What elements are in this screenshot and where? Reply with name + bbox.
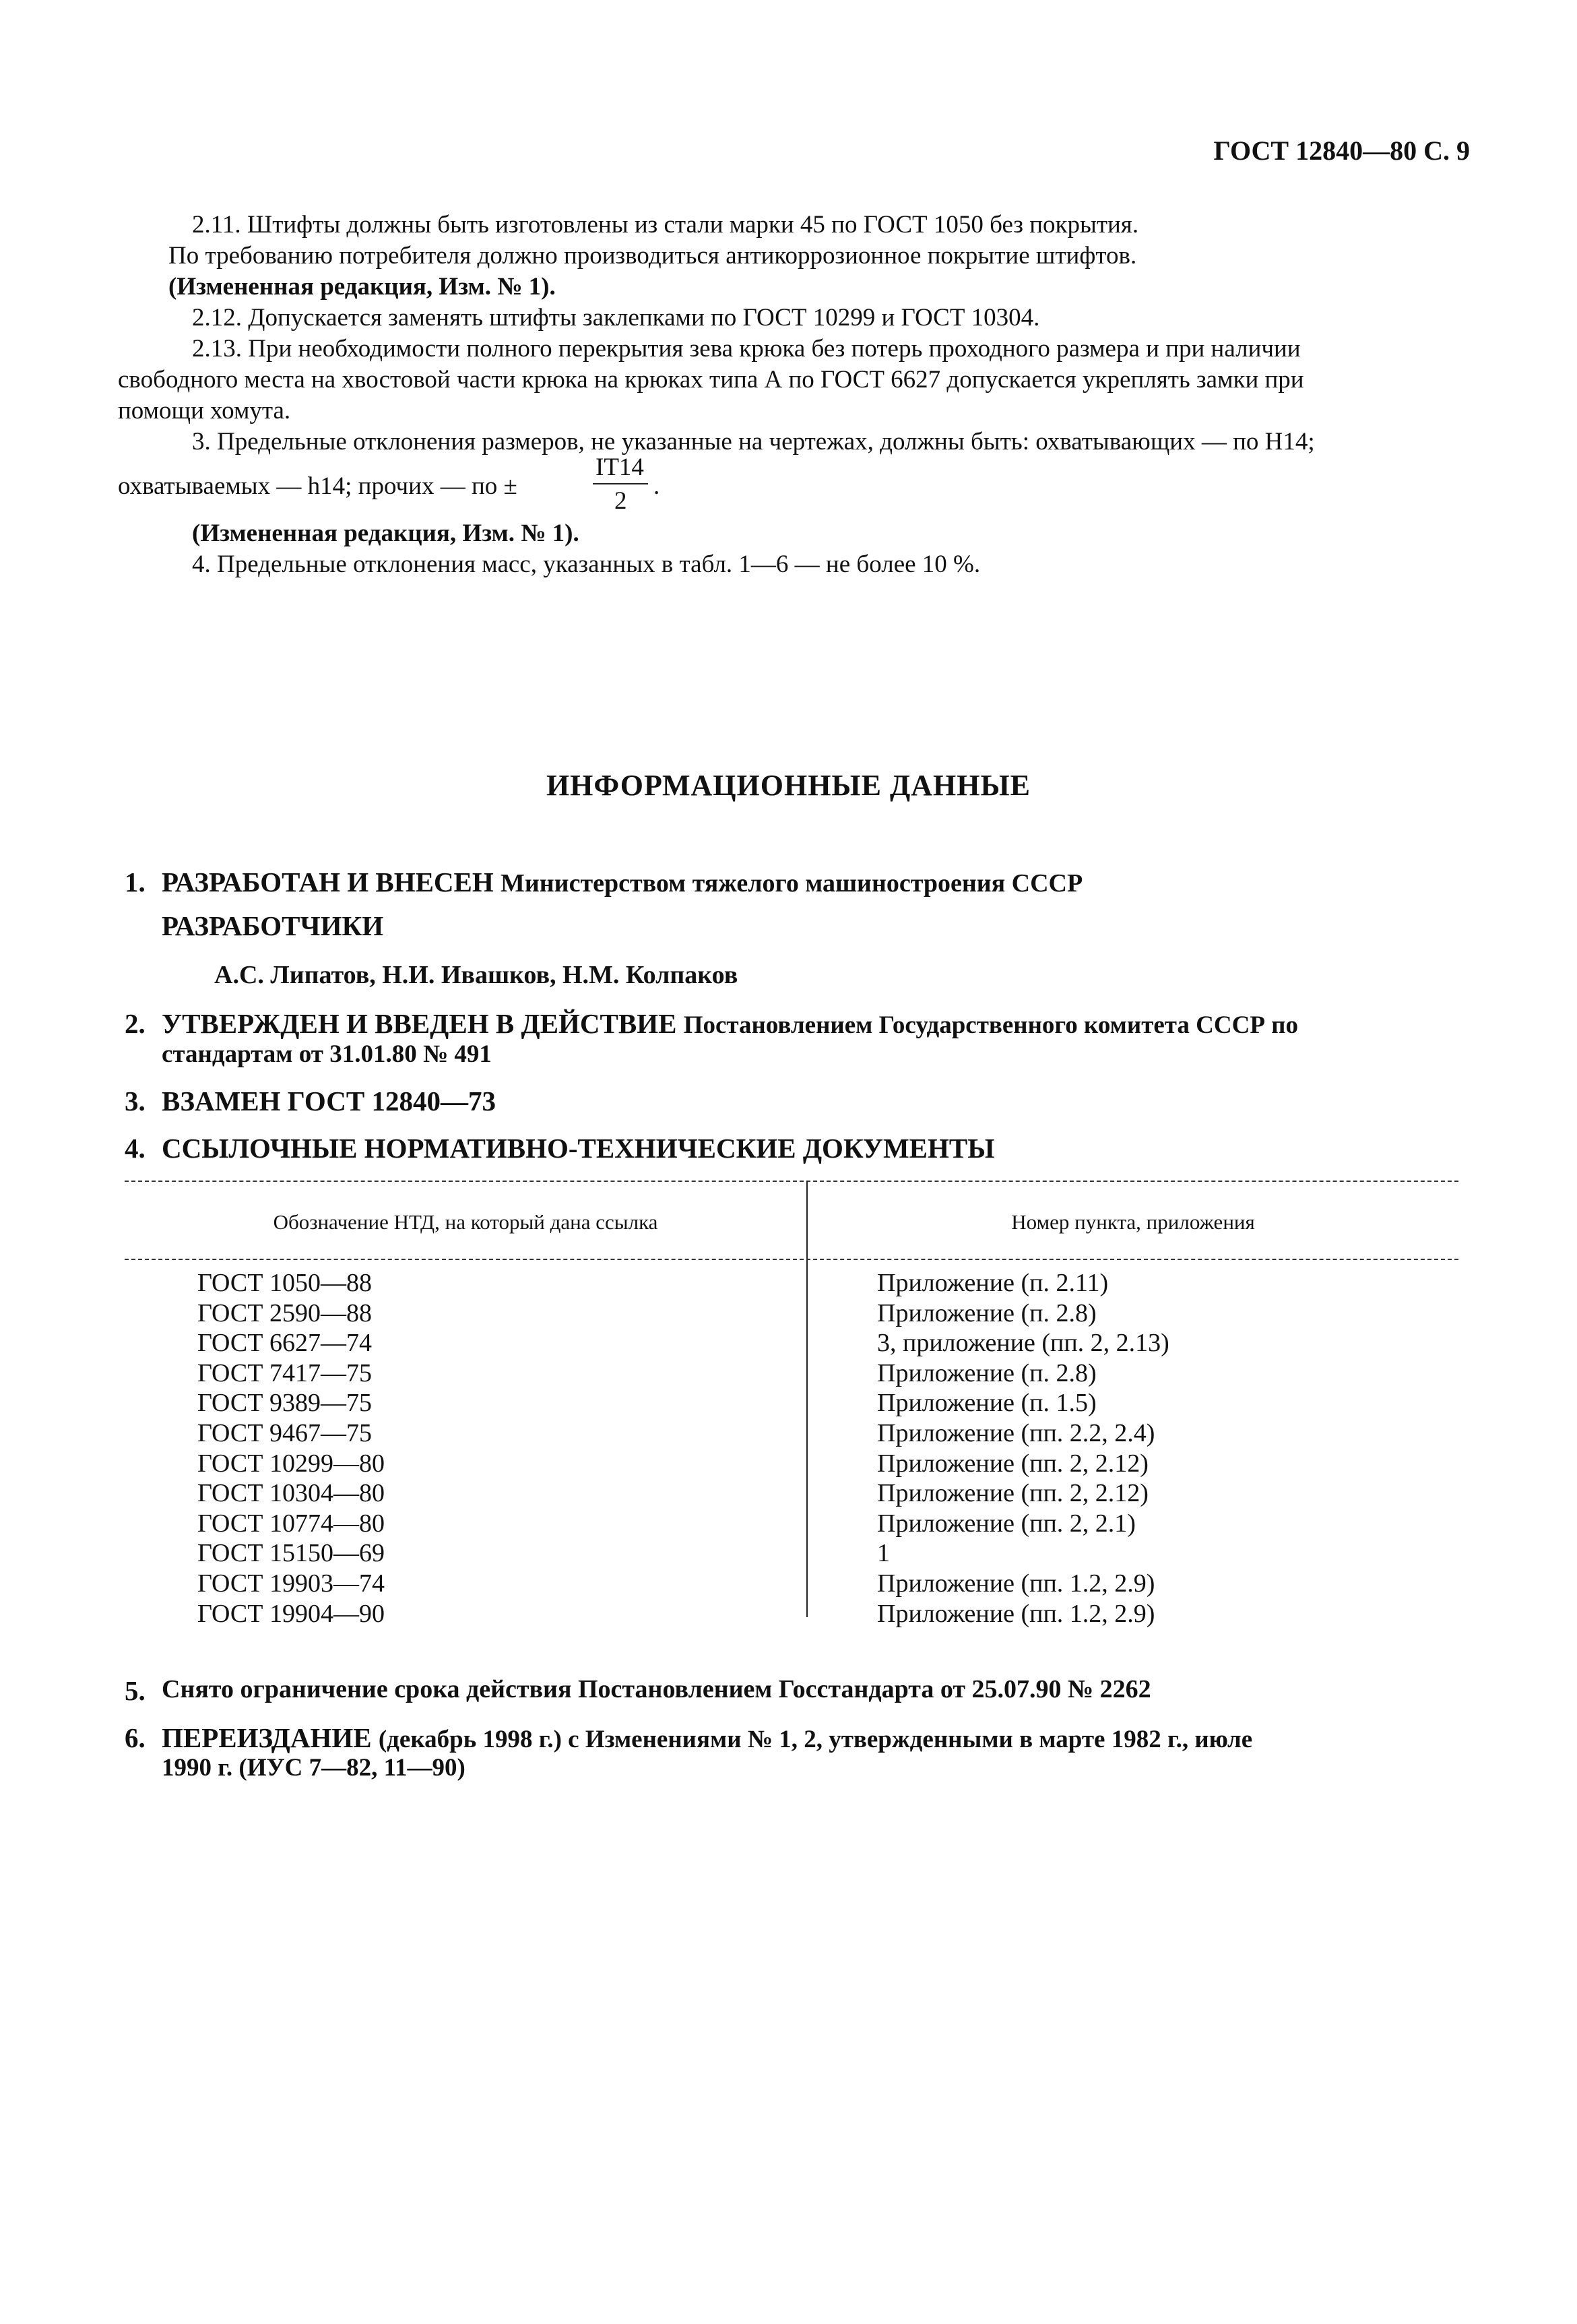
item-6-text: (декабрь 1998 г.) с Изменениями № 1, 2, утвержденными в марте 1982 г., июле [378,1726,1253,1753]
table-cell: ГОСТ 10299—80 [197,1449,385,1478]
fraction-denominator: 2 [614,487,627,515]
table-cell: Приложение (пп. 2, 2.12) [877,1479,1149,1508]
item-4-text: ССЫЛОЧНЫЕ НОРМАТИВНО-ТЕХНИЧЕСКИЕ ДОКУМЕНТЫ [162,1133,995,1164]
table-cell: Приложение (п. 2.8) [877,1358,1097,1387]
table-cell: ГОСТ 6627—74 [197,1329,372,1358]
table-header-rule [125,1259,1458,1260]
table-cell: 1 [877,1539,890,1568]
item-1-lead-text: РАЗРАБОТАН И ВНЕСЕН [162,867,494,898]
paragraph-2-13-end: помощи хомута. [118,397,291,425]
paragraph-4: 4. Предельные отклонения масс, указанных в табл. 1—6 — не более 10 %. [192,551,981,578]
item-number: 2. [125,1008,146,1039]
item-6-lead-text: ПЕРЕИЗДАНИЕ [162,1722,372,1753]
item-2-lead-text: УТВЕРЖДЕН И ВВЕДЕН В ДЕЙСТВИЕ [162,1008,677,1039]
item-2-lead [162,1007,1298,1040]
item-1-lead [162,866,1083,898]
paragraph-3: 3. Предельные отклонения размеров, не указанные на чертежах, должны быть: охватывающих — по Н14; [192,428,1315,456]
table-cell: Приложение (пп. 2, 2.1) [877,1509,1136,1538]
item-number: 4. [125,1133,146,1164]
paragraph-2-11: 2.11. Штифты должны быть изготовлены из стали марки 45 по ГОСТ 1050 без покрытия. [192,211,1139,239]
table-top-rule [125,1181,1458,1182]
table-column-divider [806,1181,808,1617]
paragraph-3-cont: охватываемых — h14; прочих — по ± [118,472,517,500]
paragraph-2-13: 2.13. При необходимости полного перекрытия зева крюка без потерь проходного размера и при наличии [192,335,1301,363]
developers-label: РАЗРАБОТЧИКИ [162,910,384,941]
item-number: 1. [125,867,146,898]
table-cell: ГОСТ 19903—74 [197,1569,385,1598]
developers-list: А.С. Липатов, Н.И. Ивашков, Н.М. Колпаков [214,961,738,989]
item-number: 5. [125,1675,146,1706]
item-2-text-cont: стандартам от 31.01.80 № 491 [162,1040,492,1068]
table-cell: ГОСТ 15150—69 [197,1539,385,1568]
table-cell: ГОСТ 10774—80 [197,1509,385,1538]
table-cell: Приложение (пп. 2.2, 2.4) [877,1418,1155,1447]
item-1-text: Министерством тяжелого машиностроения СССР [501,869,1083,898]
table-col-references [877,1268,1169,1629]
item-number: 6. [125,1722,146,1753]
table-cell: ГОСТ 9467—75 [197,1418,372,1447]
item-5-text: Снято ограничение срока действия Постановлением Госстандарта от 25.07.90 № 2262 [162,1675,1151,1703]
paragraph-2-12: 2.12. Допускается заменять штифты заклепками по ГОСТ 10299 и ГОСТ 10304. [192,304,1040,332]
item-number: 3. [125,1086,146,1117]
page-header: ГОСТ 12840—80 С. 9 [1213,135,1470,166]
table-cell: 3, приложение (пп. 2, 2.13) [877,1329,1169,1358]
amendment-note: (Измененная редакция, Изм. № 1). [168,273,556,301]
table-cell: ГОСТ 2590—88 [197,1298,372,1327]
table-cell: ГОСТ 7417—75 [197,1358,372,1387]
table-cell: Приложение (пп. 1.2, 2.9) [877,1569,1155,1598]
paragraph-2-11-cont: По требованию потребителя должно производиться антикоррозионное покрытие штифтов. [168,242,1137,270]
item-3-text: ВЗАМЕН ГОСТ 12840—73 [162,1086,496,1117]
section-title: ИНФОРМАЦИОННЫЕ ДАННЫЕ [546,769,1031,802]
table-cell: Приложение (п. 2.8) [877,1298,1097,1327]
table-cell: Приложение (пп. 1.2, 2.9) [877,1599,1155,1628]
table-cell: Приложение (пп. 2, 2.12) [877,1449,1149,1478]
table-header-reference: Номер пункта, приложения [1011,1210,1255,1234]
fraction-numerator: IT14 [596,453,644,481]
table-cell: ГОСТ 9389—75 [197,1389,372,1418]
table-header-designation: Обозначение НТД, на который дана ссылка [273,1210,658,1234]
amendment-note: (Измененная редакция, Изм. № 1). [192,520,579,547]
table-cell: ГОСТ 19904—90 [197,1599,385,1628]
fraction-bar [593,483,648,484]
table-cell: Приложение (п. 1.5) [877,1389,1097,1418]
table-cell: Приложение (п. 2.11) [877,1269,1109,1297]
table-cell: ГОСТ 10304—80 [197,1479,385,1508]
paragraph-3-period: . [653,472,660,500]
item-6-text-cont: 1990 г. (ИУС 7—82, 11—90) [162,1754,465,1782]
item-2-text: Постановлением Государственного комитета СССР по [683,1011,1299,1039]
item-6-lead [162,1722,1252,1754]
paragraph-2-13-cont: свободного места на хвостовой части крюка на крюках типа А по ГОСТ 6627 допускается укреплять замки при [118,366,1304,394]
table-cell: ГОСТ 1050—88 [197,1269,372,1297]
table-col-designations [197,1268,385,1629]
